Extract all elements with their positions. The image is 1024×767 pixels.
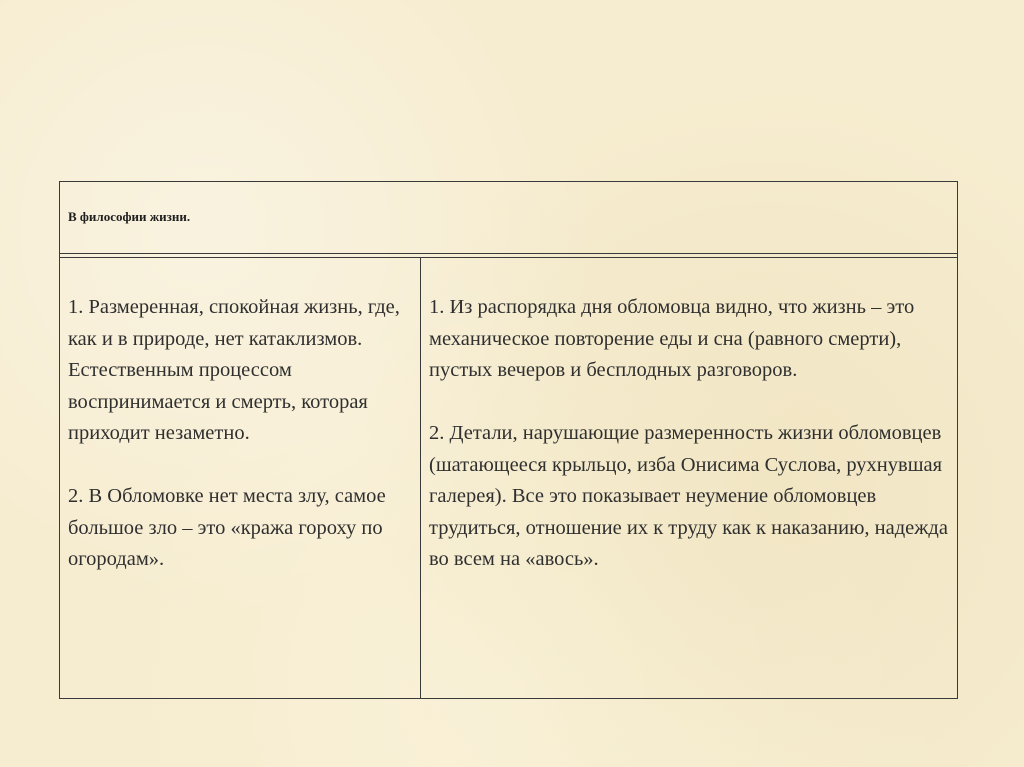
right-paragraph: 2. Детали, нарушающие размеренность жизни обломовцев (шатающееся крыльцо, изба Онисима Суслова, рухнувшая галерея). Все это показывает неумение обломовцев трудиться, отношение их к труду как к наказанию, надежда во всем на «авось». (429, 422, 948, 570)
table-spacer-row (60, 254, 957, 258)
table-header-row (60, 182, 957, 254)
left-column-cell (68, 292, 408, 576)
column-divider (420, 258, 421, 699)
right-paragraph: 1. Из распорядка дня обломовца видно, что жизнь – это механическое повторение еды и сна (равного смерти), пустых вечеров и бесплодных разговоров. (429, 296, 915, 381)
right-column-cell (429, 292, 954, 576)
table-header-title: В философии жизни. (68, 209, 191, 224)
left-paragraph: 1. Размеренная, спокойная жизнь, где, как и в природе, нет катаклизмов. Естественным процессом воспринимается и смерть, которая приходит незаметно. (68, 296, 400, 444)
comparison-table (59, 181, 958, 699)
left-paragraph: 2. В Обломовке нет места злу, самое большое зло – это «кража гороху по огородам». (68, 485, 386, 570)
